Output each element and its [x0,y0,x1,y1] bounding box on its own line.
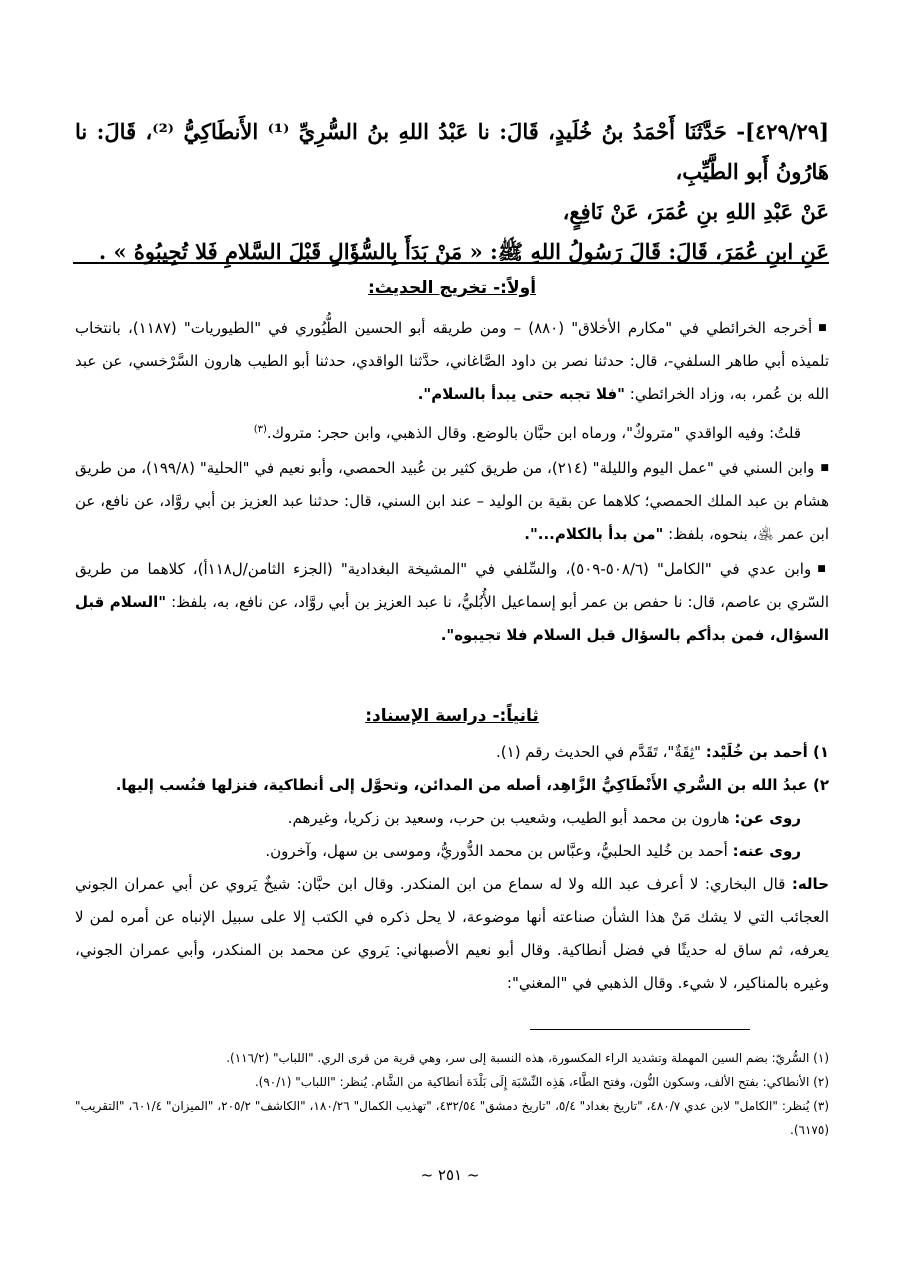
narrator-status: حاله: قال البخاري: لا أعرف عبد الله ولا له سماع من ابن المنكدر. وقال ابن حبَّان: شيخٌ يَروي عن أبي عمران الجوني العجائب التي لا يشك مَنْ هذا الشأن صناعته أنها موضوعة، لا يحل ذكره في الكتب إلا على سبيل الإنباه عن أمره لمن لا يعرفه، ثم ساق له حديثًا في فضل أنطاكية. وقال أبو نعيم الأصبهاني: يَروي عن محمد بن المنكدر، وأبي عمران الجوني، وغيره بالمناكير، لا شيء. وقال الذهبي في "المغني": [75,875,829,992]
footnote-1: (١) السُّريّ: بضم السين المهملة وتشديد الراء المكسورة، هذه النسبة إلى سر، وهي قرية من قرى الري. "اللباب" (١١٦/٢). [226,1051,829,1065]
hadith-line-3: عَنِ ابنِ عُمَرَ، قَالَ: قَالَ رَسُولُ اللهِ ﷺ: « مَنْ بَدَأَ بِالسُّؤَالِ قَبْلَ السَّلامِ فَلا تُجِيبُوهُ » . [98,239,829,264]
section-1-body [75,312,829,652]
bullet-icon: ■ [820,463,829,473]
bullet-icon: ■ [817,564,830,574]
section-1-heading: أولاً:- تخريج الحديث: [367,278,537,298]
footnotes [75,1046,829,1142]
takhrij-paragraph-1: ■أخرجه الخرائطي في "مكارم الأخلاق" (٨٨٠) – ومن طريقه أبو الحسين الطُّيُوري في "الطيوريات" (١١٨٧)، بانتخاب تلميذه أبي طاهر السلفي-، قال: حدثنا نصر بن داود الصَّاغاني، حدَّثنا الواقدي، حدثنا أبو الطيب هارون السَّرْخسي، عن عبد الله بن عُمر، به، وزاد الخرائطي: "فلا تجبه حتى يبدأ بالسلام". [75,319,829,403]
hadith-text [75,112,829,272]
hadith-line-2: عَنْ عَبْدِ اللهِ بنِ عُمَرَ، عَنْ نَافِعٍ، [562,199,829,224]
page-number: ~ ٢٥١ ~ [420,1166,480,1184]
separator-rule [73,262,829,264]
narrator-1: ١) أحمد بن خُلَيْد: "ثِقَةٌ"، تَقَدَّم في الحديث رقم (١). [496,743,829,761]
rawa-an: روى عن: هارون بن محمد أبو الطيب، وشعيب بن حرب، وسعيد بن زكريا، وغيرهم. [287,809,801,827]
takhrij-paragraph-2: ■وابن السني في "عمل اليوم والليلة" (٢١٤)، من طريق كثير بن عُبيد الحمصي، وأبو نعيم في "الحلية" (١٩٩/٨)، من طريق هشام بن عبد الملك الحمصي؛ كلاهما عن بقية بن الوليد – عند ابن السني، قال: حدثنا عبد العزيز بن أبي روَّاد، عن نافع، عن ابن عمر ﵁، بنحوه، بلفظ: "من بدأ بالكلام...". [75,459,829,543]
hadith-line-1: [٤٢٩/٢٩]- حَدَّثَنَا أَحْمَدُ بنُ خُلَيدٍ، قَالَ: نا عَبْدُ اللهِ بنُ السُّرِيِّ ⁽¹⁾ الأَنطَاكِيُّ ⁽²⁾، قَالَ: نا هَارُونُ أَبو الطَّيِّبِ، [75,119,829,184]
section-2-body [75,736,829,1000]
footnote-3: (٣) يُنظر: "الكامل" لابن عدي ٤٨٠/٧، "تاريخ بغداد" ٥/٤، "تاريخ دمشق" ٤٣٢/٥٤، "تهذيب الكمال" ١٨٠/٢٦، "الكاشف" ٢٠٥/٢، "الميزان" ٦٠١/٤، "التقريب" (٦١٧٥). [75,1099,830,1137]
rawa-anhu: روى عنه: أحمد بن خُليد الحلبيُّ، وعبَّاس بن محمد الدُّوريُّ، وموسى بن سهل، وآخرون. [265,842,801,860]
footnote-rule [530,1029,750,1030]
bullet-icon: ■ [818,323,829,333]
takhrij-paragraph-3: ■وابن عدي في "الكامل" (٥٠٨/٦-٥٠٩)، والسِّلفي في "المشيخة البغدادية" (الجزء الثامن/ل١١٨أ)، كلاهما من طريق السّري بن عاصم، قال: نا حفص بن عمر أبو إسماعيل الأُبُليُّ، نا عبد العزيز بن أبي روَّاد، عن نافع، به، بلفظ: "السلام قبل السؤال، فمن بدأكم بالسؤال قبل السلام فلا تجيبوه". [75,560,830,644]
narrator-2: ٢) عبدُ الله بن السُّري الأَنْطَاكِيُّ الزَّاهِد، أصله من المدائن، وتحوَّل إلى أنطاكية، فنزلها فنُسب إليها. [115,776,829,794]
footnote-2: (٢) الأنطاكي: بفتح الألف، وسكون النُّون، وفتح الطَّاء، هَذِه النِّسْبَة إِلَى بَلْدَة أنطاكية من الشَّام. يُنظر: "اللباب" (٩٠/١). [254,1075,829,1089]
takhrij-note: قلتُ: وفيه الواقدي "متروكٌ"، ورماه ابن حبَّان بالوضع. وقال الذهبي، وابن حجر: متروك.$^{(٣)}$ [253,424,801,442]
section-2-heading: ثانياً:- دراسة الإسناد: [365,706,539,726]
